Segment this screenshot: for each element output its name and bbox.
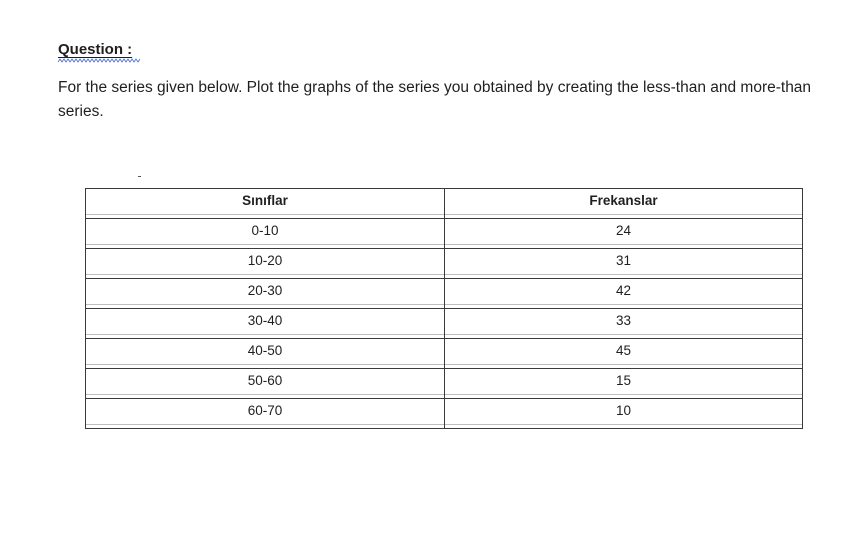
table-row	[86, 399, 803, 429]
table-row	[86, 369, 803, 399]
table-row	[86, 279, 803, 309]
question-prompt: For the series given below. Plot the graphs of the series you obtained by creating the less-than and more-than series.	[58, 79, 812, 120]
class-cell: 30-40	[86, 309, 445, 339]
frequency-cell: 45	[445, 339, 803, 369]
frequency-cell: 15	[445, 369, 803, 399]
class-cell: 10-20	[86, 249, 445, 279]
frequency-cell: 31	[445, 249, 803, 279]
class-cell: 40-50	[86, 339, 445, 369]
stray-mark	[138, 176, 141, 177]
class-cell: 60-70	[86, 399, 445, 429]
class-cell: 20-30	[86, 279, 445, 309]
frequency-table	[85, 188, 803, 429]
frequency-cell: 24	[445, 219, 803, 249]
frequency-cell: 33	[445, 309, 803, 339]
table-row	[86, 219, 803, 249]
table-header-row	[86, 189, 803, 219]
table-row	[86, 339, 803, 369]
header-classes: Sınıflar	[86, 189, 445, 219]
class-cell: 50-60	[86, 369, 445, 399]
frequency-cell: 10	[445, 399, 803, 429]
header-frequencies: Frekanslar	[445, 189, 803, 219]
frequency-cell: 42	[445, 279, 803, 309]
table-row	[86, 309, 803, 339]
spellcheck-squiggle-icon	[58, 58, 140, 63]
table-row	[86, 249, 803, 279]
class-cell: 0-10	[86, 219, 445, 249]
question-heading: Question :	[58, 41, 133, 58]
